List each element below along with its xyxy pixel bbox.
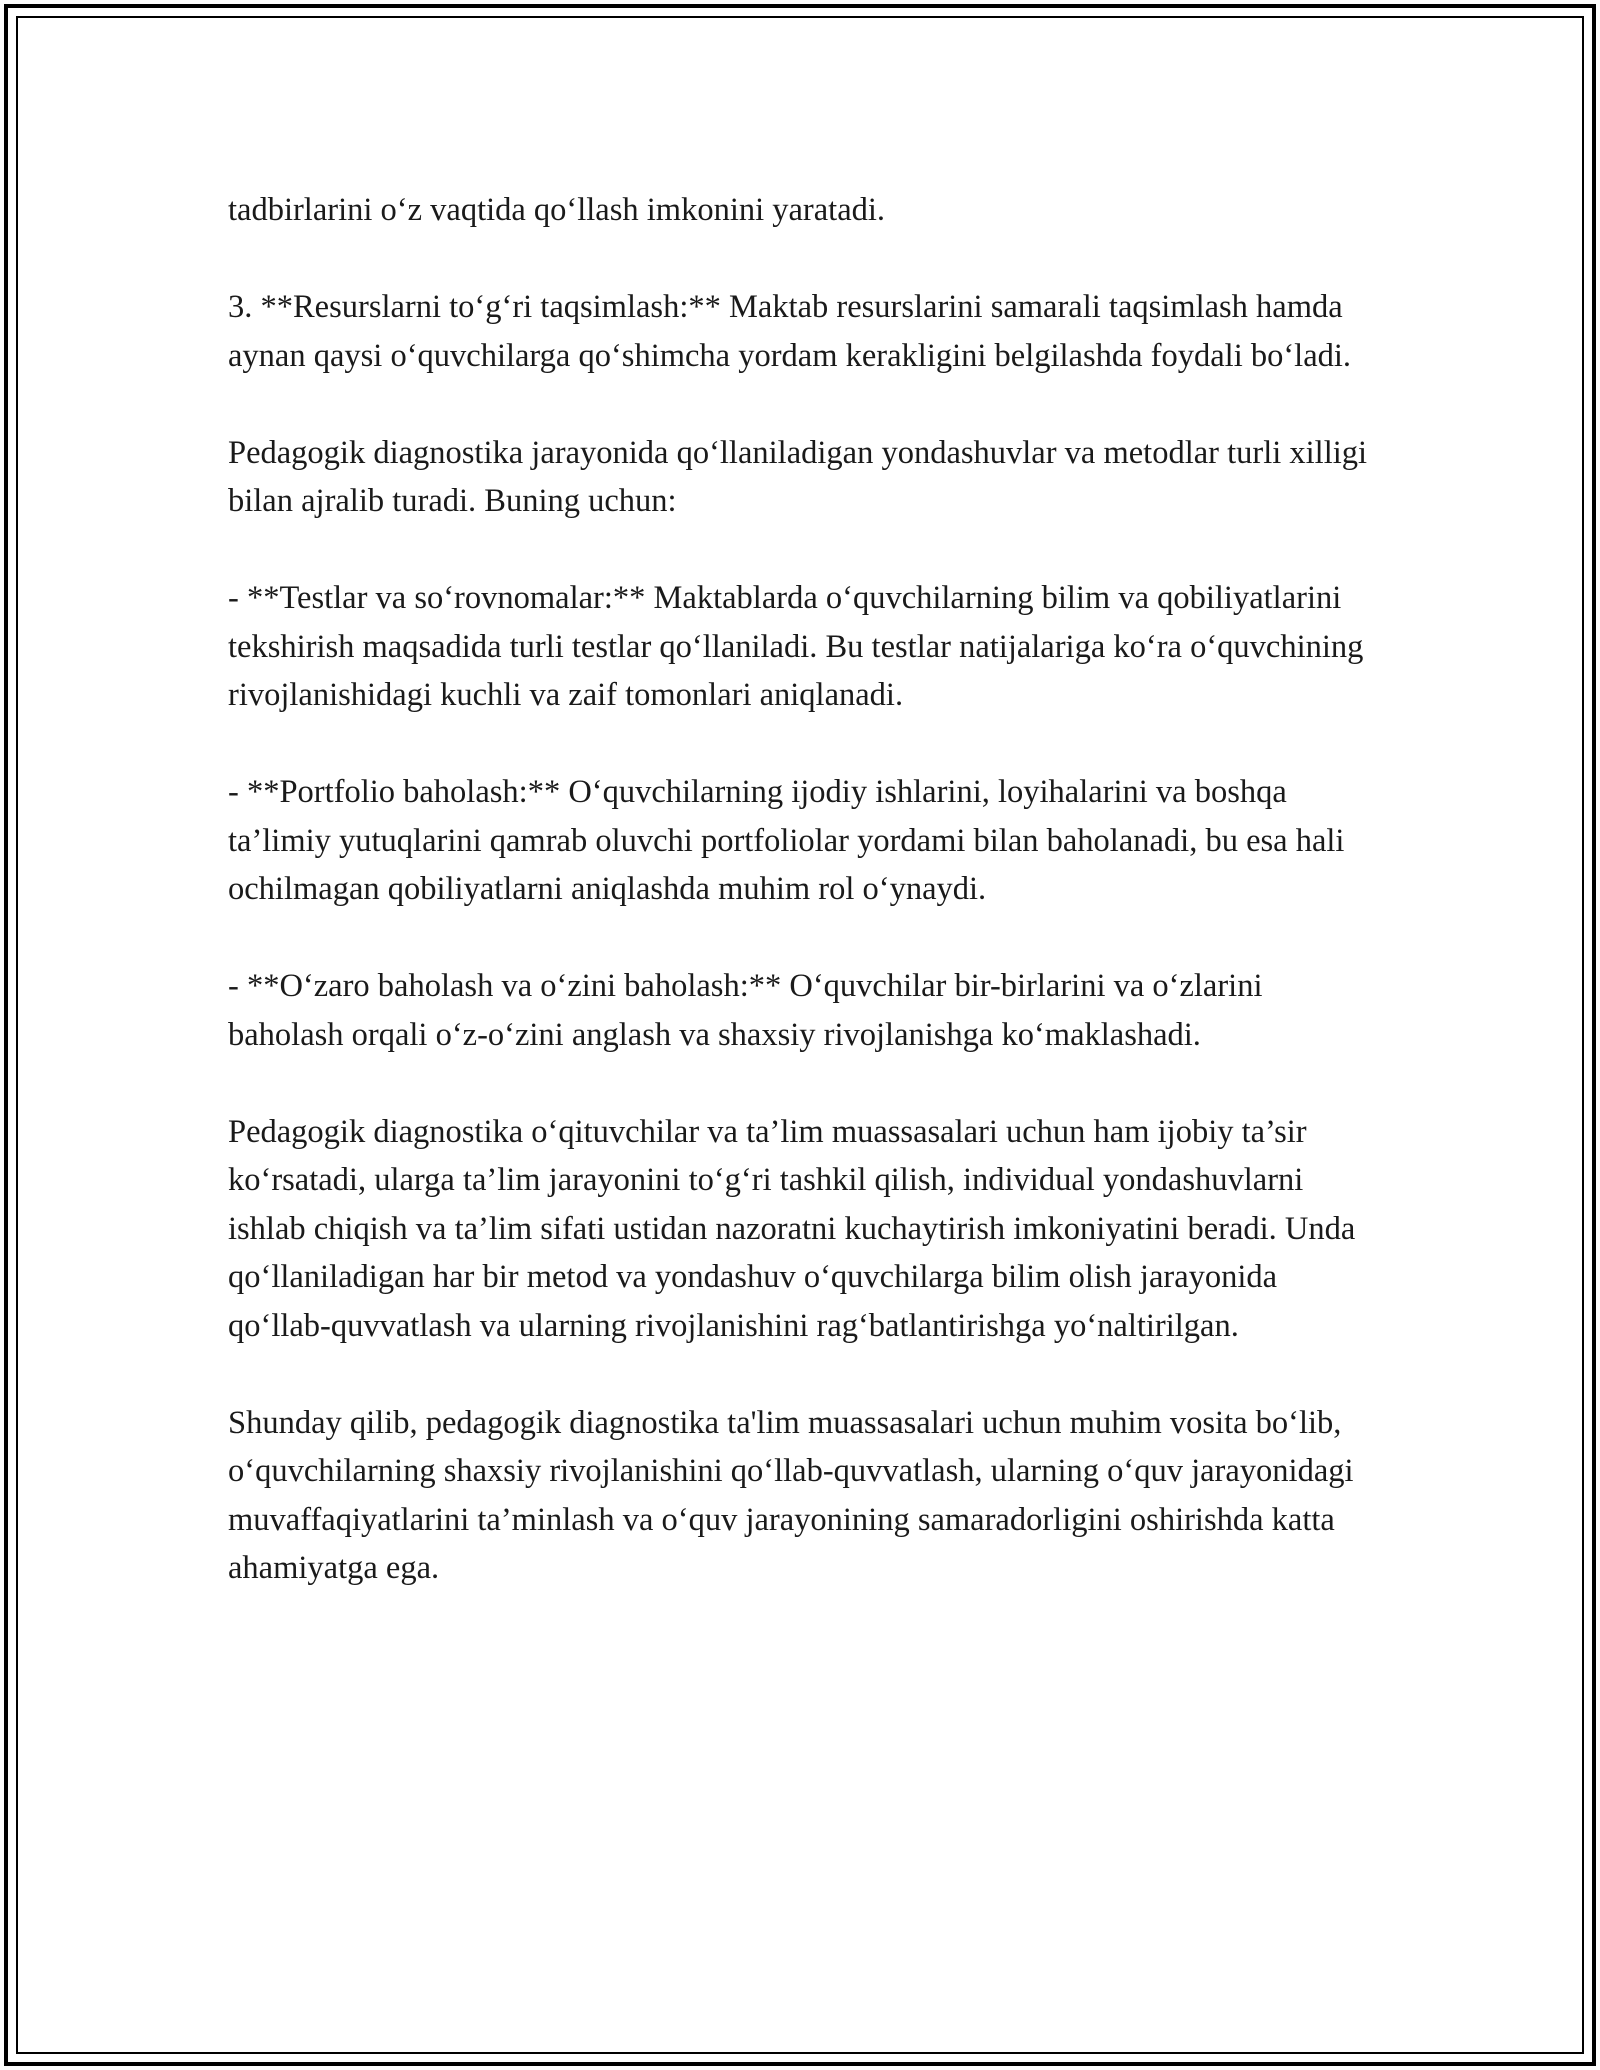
document-body: [228, 186, 1378, 1641]
list-item-portfolio: - **Portfolio baholash:** O‘quvchilarning ijodiy ishlarini, loyihalarini va boshqa ta’limiy yutuqlarini qamrab oluvchi portfoliolar yordami bilan baholanadi, bu esa hali ochilmagan qobiliyatlarni aniqlashda muhim rol o‘ynaydi.: [228, 774, 1345, 907]
paragraph-resources: 3. **Resurslarni to‘g‘ri taqsimlash:** Maktab resurslarini samarali taqsimlash hamda aynan qaysi o‘quvchilarga qo‘shimcha yordam kerakligini belgilashda foydali bo‘ladi.: [228, 289, 1352, 374]
paragraph-conclusion: Shunday qilib, pedagogik diagnostika ta'lim muassasalari uchun muhim vosita bo‘lib, o‘quvchilarning shaxsiy rivojlanishini qo‘llab-quvvatlash, ularning o‘quv jarayonidagi muvaffaqiyatlarini ta’minlash va o‘quv jarayonining samaradorligini oshirishda katta ahamiyatga ega.: [228, 1404, 1354, 1586]
paragraph-approaches-intro: Pedagogik diagnostika jarayonida qo‘llaniladigan yondashuvlar va metodlar turli xilligi bilan ajralib turadi. Buning uchun:: [228, 434, 1368, 519]
paragraph-continuation: tadbirlarini o‘z vaqtida qo‘llash imkonini yaratadi.: [228, 192, 886, 228]
paragraph-teacher-impact: Pedagogik diagnostika o‘qituvchilar va ta’lim muassasalari uchun ham ijobiy ta’sir ko‘rsatadi, ularga ta’lim jarayonini to‘g‘ri tashkil qilish, individual yondashuvlarni ishlab chiqish va ta’lim sifati ustidan nazoratni kuchaytirish imkoniyatini beradi. Unda qo‘llaniladigan har bir metod va yondashuv o‘quvchilarga bilim olish jarayonida qo‘llab-quvvatlash va ularning rivojlanishini rag‘batlantirishga yo‘naltirilgan.: [228, 1113, 1356, 1344]
list-item-peer-assessment: - **O‘zaro baholash va o‘zini baholash:** O‘quvchilar bir-birlarini va o‘zlarini baholash orqali o‘z-o‘zini anglash va shaxsiy rivojlanishga ko‘maklashadi.: [228, 968, 1263, 1053]
list-item-tests: - **Testlar va so‘rovnomalar:** Maktablarda o‘quvchilarning bilim va qobiliyatlarini tekshirish maqsadida turli testlar qo‘llaniladi. Bu testlar natijalariga ko‘ra o‘quvchining rivojlanishidagi kuchli va zaif tomonlari aniqlanadi.: [228, 580, 1364, 713]
